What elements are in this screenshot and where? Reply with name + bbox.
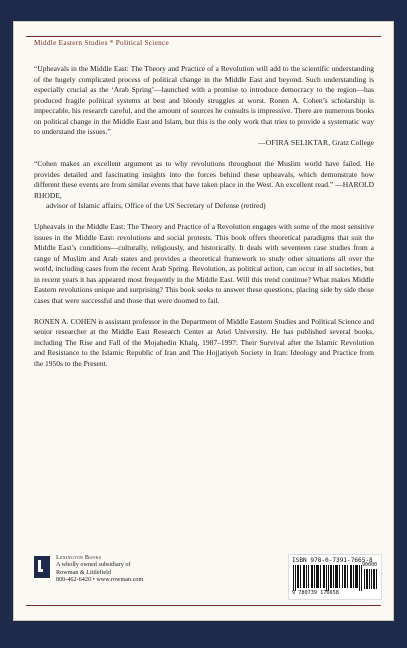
price-code: 90000 xyxy=(361,562,377,568)
bottom-rule xyxy=(26,605,381,606)
publisher-name: Lexington Books xyxy=(56,554,102,561)
barcode xyxy=(288,554,382,600)
publisher-line-1: A wholly owned subsidiary of xyxy=(56,561,131,569)
publisher-contact: 800-462-6420 • www.rowman.com xyxy=(56,576,144,584)
barcode-bars-icon xyxy=(292,565,378,591)
blurb-2-text: “Cohen makes an excellent argument as to why revolutions throughout the Muslim world have failed. He provides detailed and fascinating insights into the forces behind these upheavals, which demonstrate how different these events are from similar events that have taken place in the West. An excellent read.” xyxy=(34,159,374,189)
author-bio: RONEN A. COHEN is assistant professor in the Department of Middle Eastern Studies and Political Science and senior researcher at the Middle East Research Center at Ariel University. He has published several books, including The Rise and Fall of the Mojahedin Khalq, 1987–1997: Their Survival after the Islamic Revolution and Resistance to the Islamic Republic of Iran and The Hojjatiyeh Society in Iran: Ideology and Practice from the 1950s to the Present. xyxy=(34,316,374,368)
book-description: Upheavals in the Middle East: The Theory and Practice of a Revolution engages with some of the most sensitive issues in the Middle East: revolutions and social protests. This book offers theoretical paradigms that suit the Middle East’s conditions—culturally, religiously, and historically. It deals with seventeen case studies from a range of Muslim and Arab states and provides a theoretical framework to study other situations all over the world, including cases from the recent Arab Spring. Revolution, as political action, can occur in all societies, but in recent years it has appeared most frequently in the Middle East. Will this trend continue? What makes Middle Eastern revolutions unique and surprising? This book seeks to answer these questions, placing side by side those cases that were successful and those that were doomed to fail. xyxy=(34,222,374,305)
barcode-number: 9 780739 176658 xyxy=(292,590,339,596)
footer xyxy=(34,554,379,598)
back-cover-panel xyxy=(14,22,393,620)
series-label: Middle Eastern Studies * Political Science xyxy=(34,39,169,47)
publisher-info xyxy=(56,554,143,584)
top-rule xyxy=(26,36,381,37)
publisher-line-2: Rowman & Littlefield xyxy=(56,568,111,576)
blurb-1-attribution xyxy=(34,138,374,149)
blurb-1-name: —OFIRA SELIKTAR, xyxy=(258,138,331,147)
blurb-1-text: “Upheavals in the Middle East: The Theory and Practice of a Revolution will add to the scientific understanding of the hugely complicated process of political change in the Middle East and beyond. Such understanding is especially crucial as the ‘Arab Spring’—launched with a promise to introduce democracy to the region—has produced fragile political systems at best and bloody struggles at worst. Ronen A. Cohen’s scholarship is impeccable, his research careful, and the amount of sources he consults is impressive. There are numerous books on political change in the Middle East and Islam, but this is the only work that tries to provide a systematic way to understand the issues.” xyxy=(34,64,374,136)
lexington-logo-icon xyxy=(34,556,50,578)
blurb-2-name: —HAROLD RHODE, xyxy=(34,180,375,200)
blurb-1-affiliation: Gratz College xyxy=(332,138,374,147)
isbn-label: ISBN 978-0-7391-7665-8 xyxy=(292,557,373,564)
cover-text xyxy=(34,64,374,380)
blurb-2-affiliation: advisor of Islamic affairs, Office of the US Secretary of Defense (retired) xyxy=(46,201,266,210)
blurb-2 xyxy=(34,159,374,212)
blurb-1 xyxy=(34,64,374,138)
